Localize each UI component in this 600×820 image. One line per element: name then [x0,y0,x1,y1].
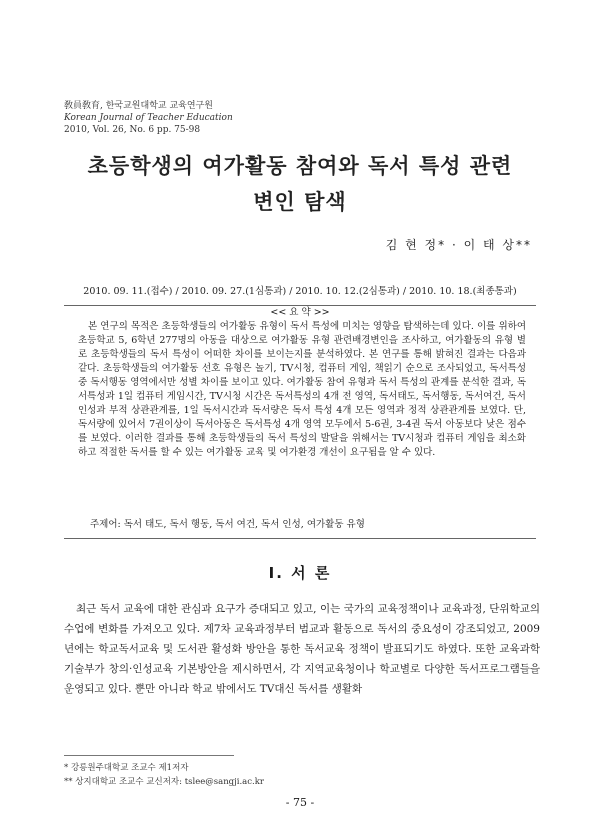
abstract-heading-label: << 요 약 >> [264,307,335,318]
paper-title-line-2: 변인 탐색 [253,190,347,214]
keywords: 주제어: 독서 태도, 독서 행동, 독서 여건, 독서 인성, 여가활동 유형 [90,519,365,530]
section-heading-introduction: I. 서 론 [268,564,332,582]
paper-title-line-1: 초등학생의 여가활동 참여와 독서 특성 관련 [87,154,513,178]
journal-name-korean: 敎員敎育, 한국교원대학교 교육연구원 [64,101,213,111]
footnote-rule [64,755,234,756]
journal-volume-info: 2010, Vol. 26, No. 6 pp. 75-98 [64,125,201,135]
author-names: 김 현 정* · 이 태 상** [385,238,532,252]
footnote-corresponding-author: ** 상지대학교 조교수 교신저자: tslee@sangji.ac.kr [64,777,264,787]
abstract-heading [0,300,600,319]
abstract-text: 본 연구의 목적은 초등학생들의 여가활동 유형이 독서 특성에 미치는 영향을 탐색하는데 있다. 이를 위하여 초등학교 5, 6학년 277명의 아동을 대상으로 여가활동 유형 관련배경변인을 조사하고, 여가활동의 유형 별로 초등학생들의 독서 특성이 어떠한 차이를 보이는지를 분석하였다. 본 연구를 통해 밝혀진 결과는 다음과 같다. 초등학생들의 여가활동 선호 유형은 놀기, TV시청, 컴퓨터 게임, 책읽기 순으로 조사되었고, 독서특성 중 독서행동 영역에서만 성별 차이를 보이고 있다. 여가활동 참여 유형과 독서 특성의 관계를 분석한 결과, 독서특성과 1일 컴퓨터 게임시간, TV시청 시간은 독서특성의 4개 전 영역, 독서태도, 독서행동, 독서여건, 독서인성과 부적 상관관계를, 1일 독서시간과 독서량은 독서 특성 4개 모든 영역과 정적 상관관계를 보였다. 단, 독서량에 있어서 7권이상이 독서아동은 독서특성 4개 영역 모두에서 5-6권, 3-4권 독서 아동보다 낮은 점수를 보였다. 이러한 결과를 통해 초등학생들의 독서 특성의 발달을 위해서는 TV시청과 컴퓨터 게임을 최소화하고 적절한 독서를 할 수 있는 여가활동 교육 및 여가환경 개선이 요구됨을 알 수 있다. [78,321,526,458]
journal-name-english: Korean Journal of Teacher Education [64,113,233,123]
abstract-bottom-rule [64,538,536,539]
body-paragraph: 최근 독서 교육에 대한 관심과 요구가 증대되고 있고, 이는 국가의 교육정책이나 교육과정, 단위학교의 수업에 변화를 가져오고 있다. 제7차 교육과정부터 범교과 활동으로 독서의 중요성이 강조되었고, 2009년에는 학교독서교육 및 도서관 활성화 방안을 통한 독서교육 정책이 발표되기도 하였다. 또한 교육과학기술부가 창의·인성교육 기본방안을 제시하면서, 각 지역교육청이나 학교별로 다양한 독서프로그램들을 운영되고 있다. 뿐만 아니라 학교 밖에서도 TV대신 독서를 생활화 [64,603,540,695]
page-number: - 75 - [285,796,315,809]
footnote-first-author: * 강릉원주대학교 조교수 제1저자 [64,763,189,773]
review-dates: 2010. 09. 11.(접수) / 2010. 09. 27.(1심통과) / 2010. 10. 12.(2심통과) / 2010. 10. 18.(최종통과) [83,286,517,297]
journal-header [64,100,233,136]
